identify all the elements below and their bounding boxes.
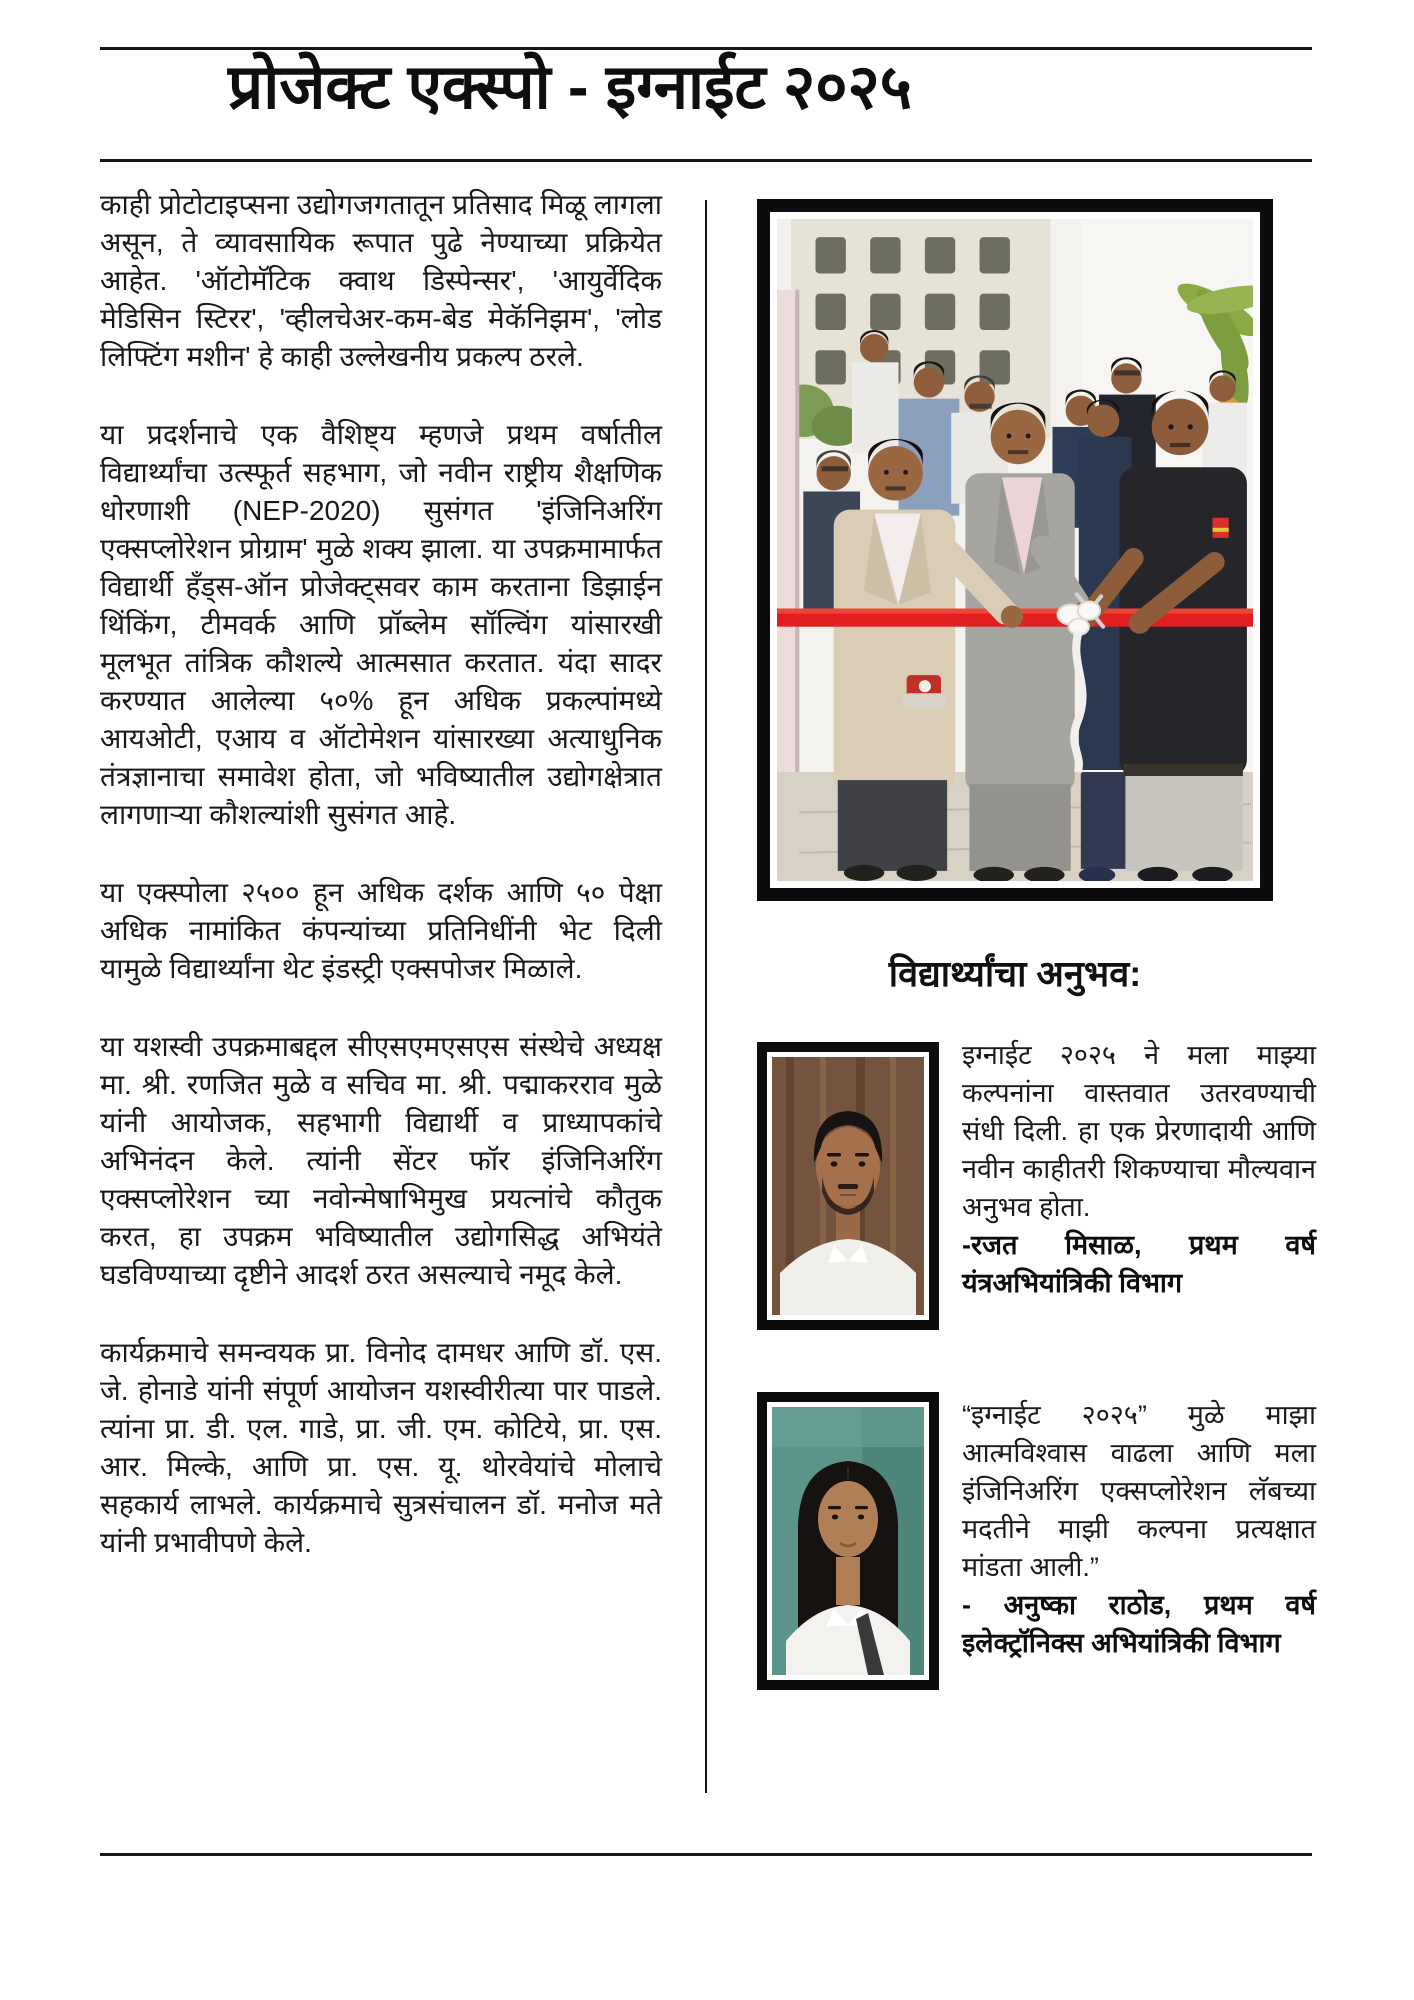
experience-heading: विद्यार्थ्यांचा अनुभव: [888,953,1142,994]
ribbon-cutting-photo [757,199,1273,901]
article-paragraph: या एक्स्पोला २५०० हून अधिक दर्शक आणि ५० पेक्षा अधिक नामांकित कंपन्यांच्या प्रतिनिधींनी भेट दिली यामुळे विद्यार्थ्यांना थेट इंडस्ट्री एक्सपोजर मिळाले. [100,877,662,984]
article-paragraph: काही प्रोटोटाइप्सना उद्योगजगतातून प्रतिसाद मिळू लागला असून, ते व्यावसायिक रूपात पुढे नेण्याच्या प्रक्रियेत आहेत. 'ऑटोमॅटिक क्वाथ डिस्पेन्सर', 'आयुर्वेदिक मेडिसिन स्टिरर', 'व्हीलचेअर-कम-बेड मेकॅनिझम', 'लोड लिफ्टिंग मशीन' हे काही उल्लेखनीय प्रकल्प ठरले. [100,189,662,372]
article-column [100,186,662,1602]
ribbon-cutting-photo-illustration [777,219,1253,881]
testimonial-attribution: - अनुष्का राठोड, प्रथम वर्ष इलेक्ट्रॉनिक्स अभियांत्रिकी विभाग [962,1590,1316,1658]
testimonial-rajat [962,1036,1316,1302]
top-rule [100,47,1312,50]
testimonial-quote: “इग्नाईट २०२५” मुळे माझा आत्मविश्वास वाढला आणि मला इंजिनिअरिंग एक्सप्लोरेशन लॅबच्या मदतीने माझी कल्पना प्रत्यक्षात मांडता आली.” [962,1400,1316,1582]
student-photo-anushka-illustration [772,1407,924,1675]
article-paragraph: या यशस्वी उपक्रमाबद्दल सीएसएमएसएस संस्थेचे अध्यक्ष मा. श्री. रणजित मुळे व सचिव मा. श्री. पद्माकरराव मुळे यांनी आयोजक, सहभागी विद्यार्थी व प्राध्यापकांचे अभिनंदन केले. त्यांनी सेंटर फॉर इंजिनिअरिंग एक्सप्लोरेशन च्या नवोन्मेषाभिमुख प्रयत्नांचे कौतुक करत, हा उपक्रम भविष्यातील उद्योगसिद्ध अभियंते घडविण्याच्या दृष्टीने आदर्श ठरत असल्याचे नमूद केले. [100,1031,662,1290]
testimonial-attribution: -रजत मिसाळ, प्रथम वर्ष यंत्रअभियांत्रिकी विभाग [962,1230,1316,1298]
student-photo-rajat-illustration [772,1057,924,1315]
article-paragraph: या प्रदर्शनाचे एक वैशिष्ट्य म्हणजे प्रथम वर्षातील विद्यार्थ्यांचा उत्स्फूर्त सहभाग, जो नवीन राष्ट्रीय शैक्षणिक धोरणाशी (NEP-2020) सुसंगत 'इंजिनिअरिंग एक्सप्लोरेशन प्रोग्राम' मुळे शक्य झाला. या उपक्रमामार्फत विद्यार्थी हँड्स-ऑन प्रोजेक्ट्सवर काम करताना डिझाईन थिंकिंग, टीमवर्क आणि प्रॉब्लेम सॉल्विंग यांसारखी मूलभूत तांत्रिक कौशल्ये आत्मसात करतात. यंदा सादर करण्यात आलेल्या ५०% हून अधिक प्रकल्पांमध्ये आयओटी, एआय व ऑटोमेशन यांसारख्या अत्याधुनिक तंत्रज्ञानाचा समावेश होता, जो भविष्यातील उद्योगक्षेत्रात लागणाऱ्या कौशल्यांशी सुसंगत आहे. [100,419,662,830]
title-underline-rule [100,159,1312,162]
testimonial-anushka [962,1396,1316,1662]
testimonial-quote: इग्नाईट २०२५ ने मला माझ्या कल्पनांना वास्तवात उतरवण्याची संधी दिली. हा एक प्रेरणादायी आणि नवीन काहीतरी शिकण्याचा मौल्यवान अनुभव होता. [962,1040,1316,1222]
column-divider [705,200,707,1793]
student-photo-rajat [757,1042,939,1330]
page-title: प्रोजेक्ट एक्स्पो - इग्नाईट २०२५ [227,53,912,122]
student-photo-anushka [757,1392,939,1690]
bottom-rule [100,1853,1312,1856]
article-paragraph: कार्यक्रमाचे समन्वयक प्रा. विनोद दामधर आणि डॉ. एस. जे. होनाडे यांनी संपूर्ण आयोजन यशस्वीरीत्या पार पाडले. त्यांना प्रा. डी. एल. गाडे, प्रा. जी. एम. कोटिये, प्रा. एस. आर. मिल्के, आणि प्रा. एस. यू. थोरवेयांचे मोलाचे सहकार्य लाभले. कार्यक्रमाचे सुत्रसंचालन डॉ. मनोज मते यांनी प्रभावीपणे केले. [100,1337,662,1558]
